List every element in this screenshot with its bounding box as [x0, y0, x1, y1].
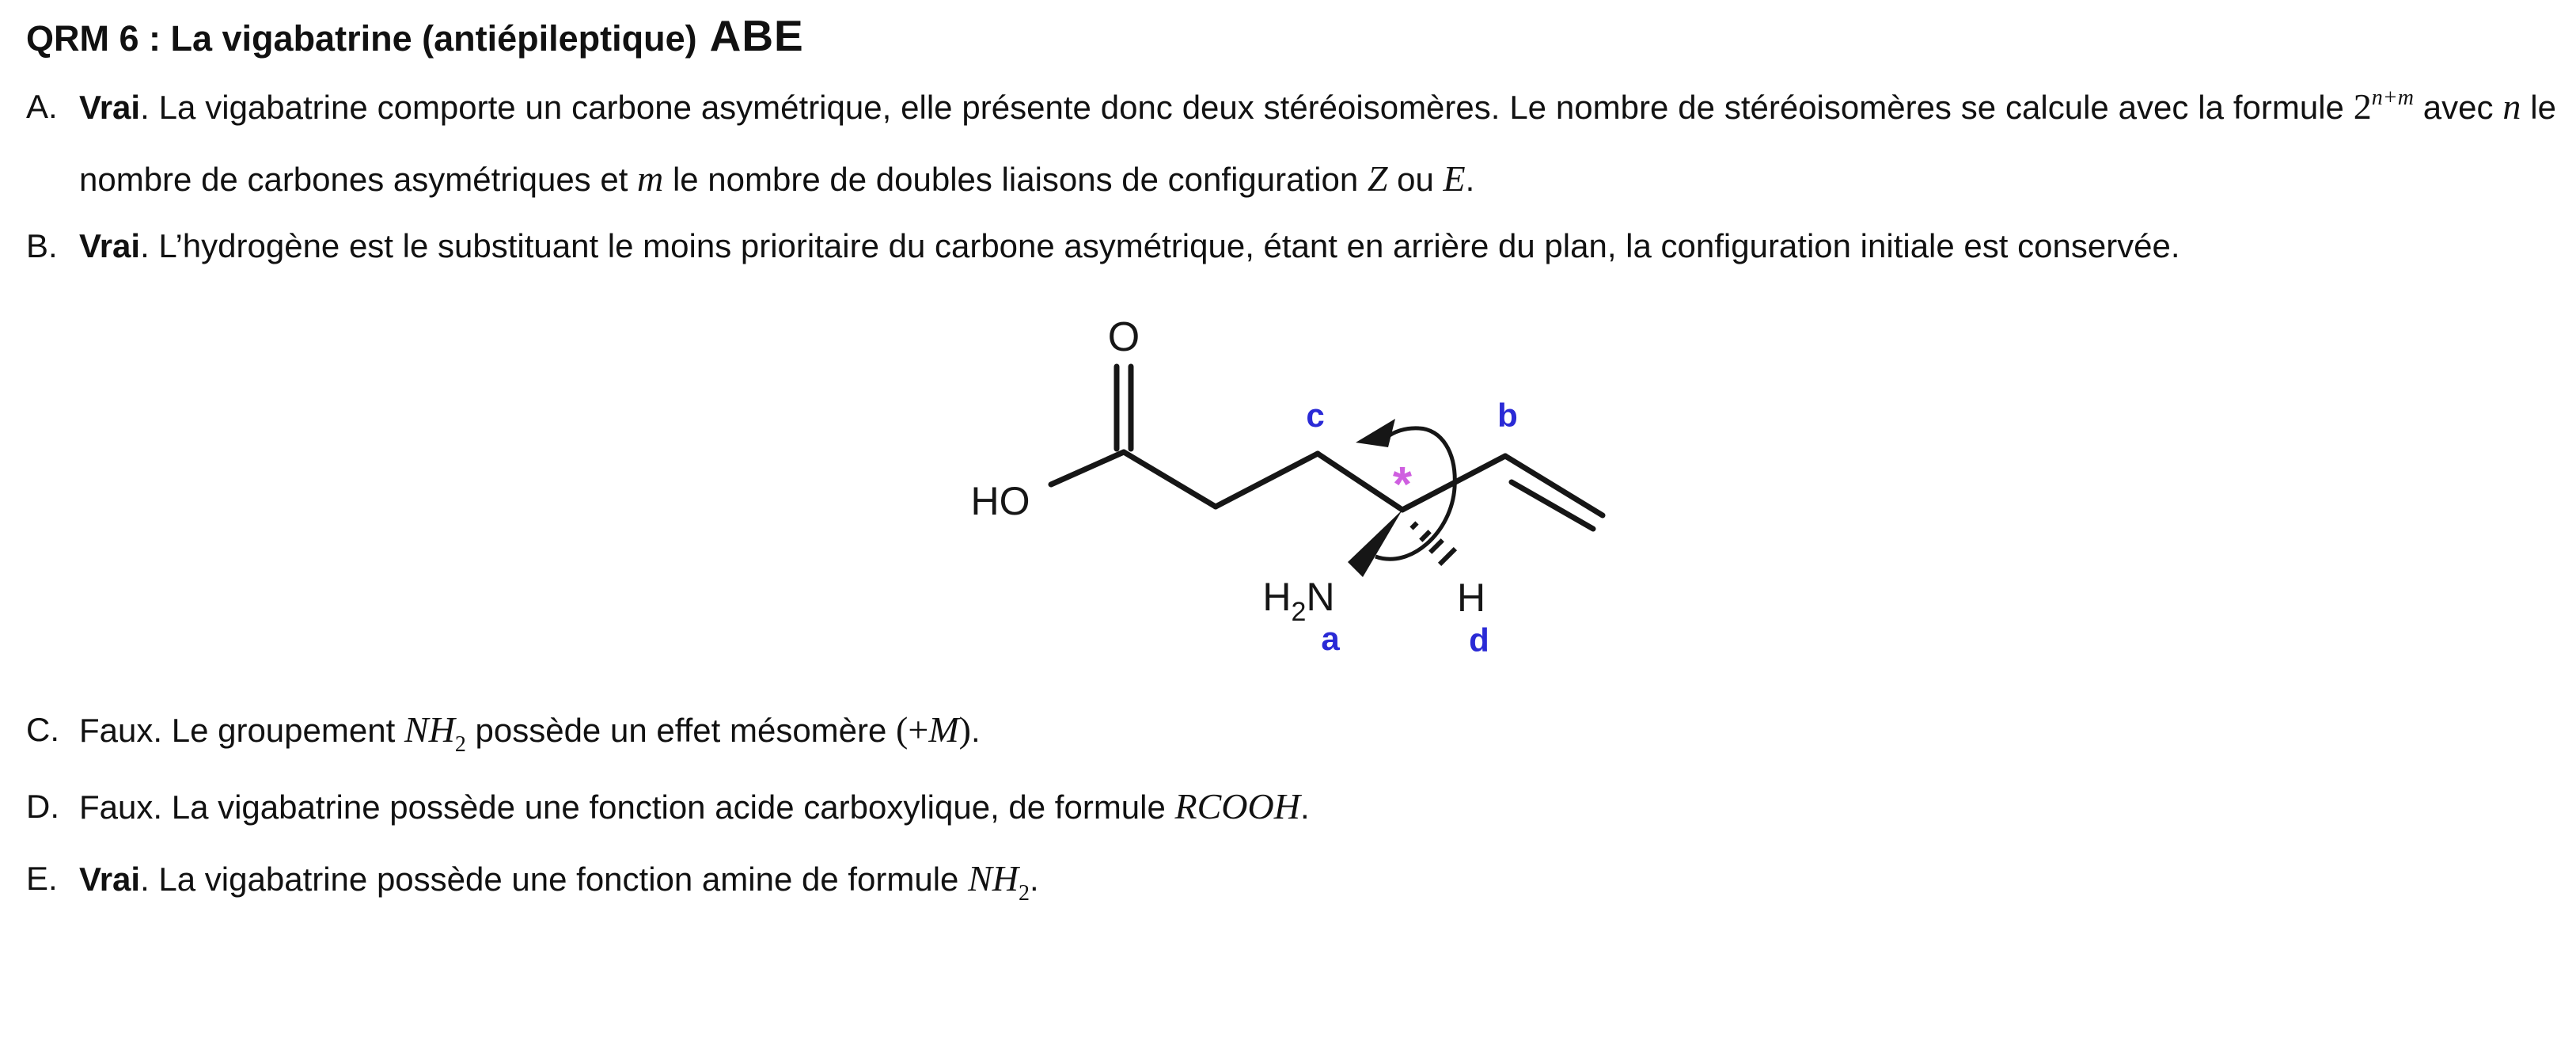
chain-bond-2: [1216, 454, 1318, 507]
item-text: Vrai. La vigabatrine comporte un carbone asymétrique, elle présente donc deux stéréoisomères. Le nombre de stéréoisomères se calcule avec la formule $2^{n+m}$ avec n le nombre de carbones asymétriques et m le nombre de doubles liaisons de configuration Z ou E.: [79, 85, 2556, 199]
priority-label-b: b: [1497, 397, 1518, 434]
answer-list-top: [26, 74, 2556, 279]
answer-item-b: [26, 213, 2556, 279]
chain-bond-c: [1318, 454, 1402, 510]
priority-label-c: c: [1306, 397, 1325, 434]
priority-label-d: d: [1469, 621, 1489, 658]
rotation-arrow-head: [1356, 419, 1395, 447]
amine-label: $H_2N$: [1262, 575, 1335, 627]
priority-label-a: a: [1321, 620, 1340, 657]
chain-bond-1: [1124, 452, 1216, 507]
item-label: E.: [26, 860, 58, 897]
molecule-figure: [934, 294, 2556, 658]
item-label: C.: [26, 711, 59, 748]
item-label: B.: [26, 227, 58, 264]
item-label: D.: [26, 788, 59, 825]
answer-item-e: [26, 843, 2556, 920]
answer-item-d: [26, 771, 2556, 843]
item-text: Vrai. L’hydrogène est le substituant le moins prioritaire du carbone asymétrique, étant en arrière du plan, la configuration initiale est conservée.: [79, 227, 2180, 264]
item-text: Vrai. La vigabatrine possède une fonction amine de formule $NH_2$.: [79, 858, 1039, 906]
question-title: [26, 8, 2556, 67]
item-text: Faux. Le groupement $NH_2$ possède un effet mésomère (+M).: [79, 709, 981, 757]
vigabatrine-structure: [934, 294, 1686, 658]
item-label: A.: [26, 88, 58, 125]
question-title-text: QRM 6 : La vigabatrine (antiépileptique): [26, 18, 697, 59]
answer-item-c: [26, 694, 2556, 771]
hydroxyl-label: HO: [970, 479, 1030, 523]
carbonyl-oxygen-label: O: [1107, 314, 1140, 360]
answer-list-bottom: [26, 694, 2556, 920]
item-text: Faux. La vigabatrine possède une fonction acide carboxylique, de formule RCOOH.: [79, 786, 1310, 826]
rotation-arrow-arc: [1375, 428, 1455, 559]
answer-item-a: [26, 74, 2556, 213]
hydrogen-label: H: [1456, 576, 1486, 620]
c-oh-bond: [1051, 452, 1124, 484]
answer-key: ABE: [709, 11, 804, 60]
wedge-bond-nh2: [1348, 510, 1402, 577]
vinyl-double-bond-line2: [1512, 482, 1593, 529]
hashed-bond-h: [1412, 523, 1455, 564]
chiral-center-asterisk: *: [1392, 458, 1413, 512]
skeleton-bonds: [1051, 367, 1603, 529]
